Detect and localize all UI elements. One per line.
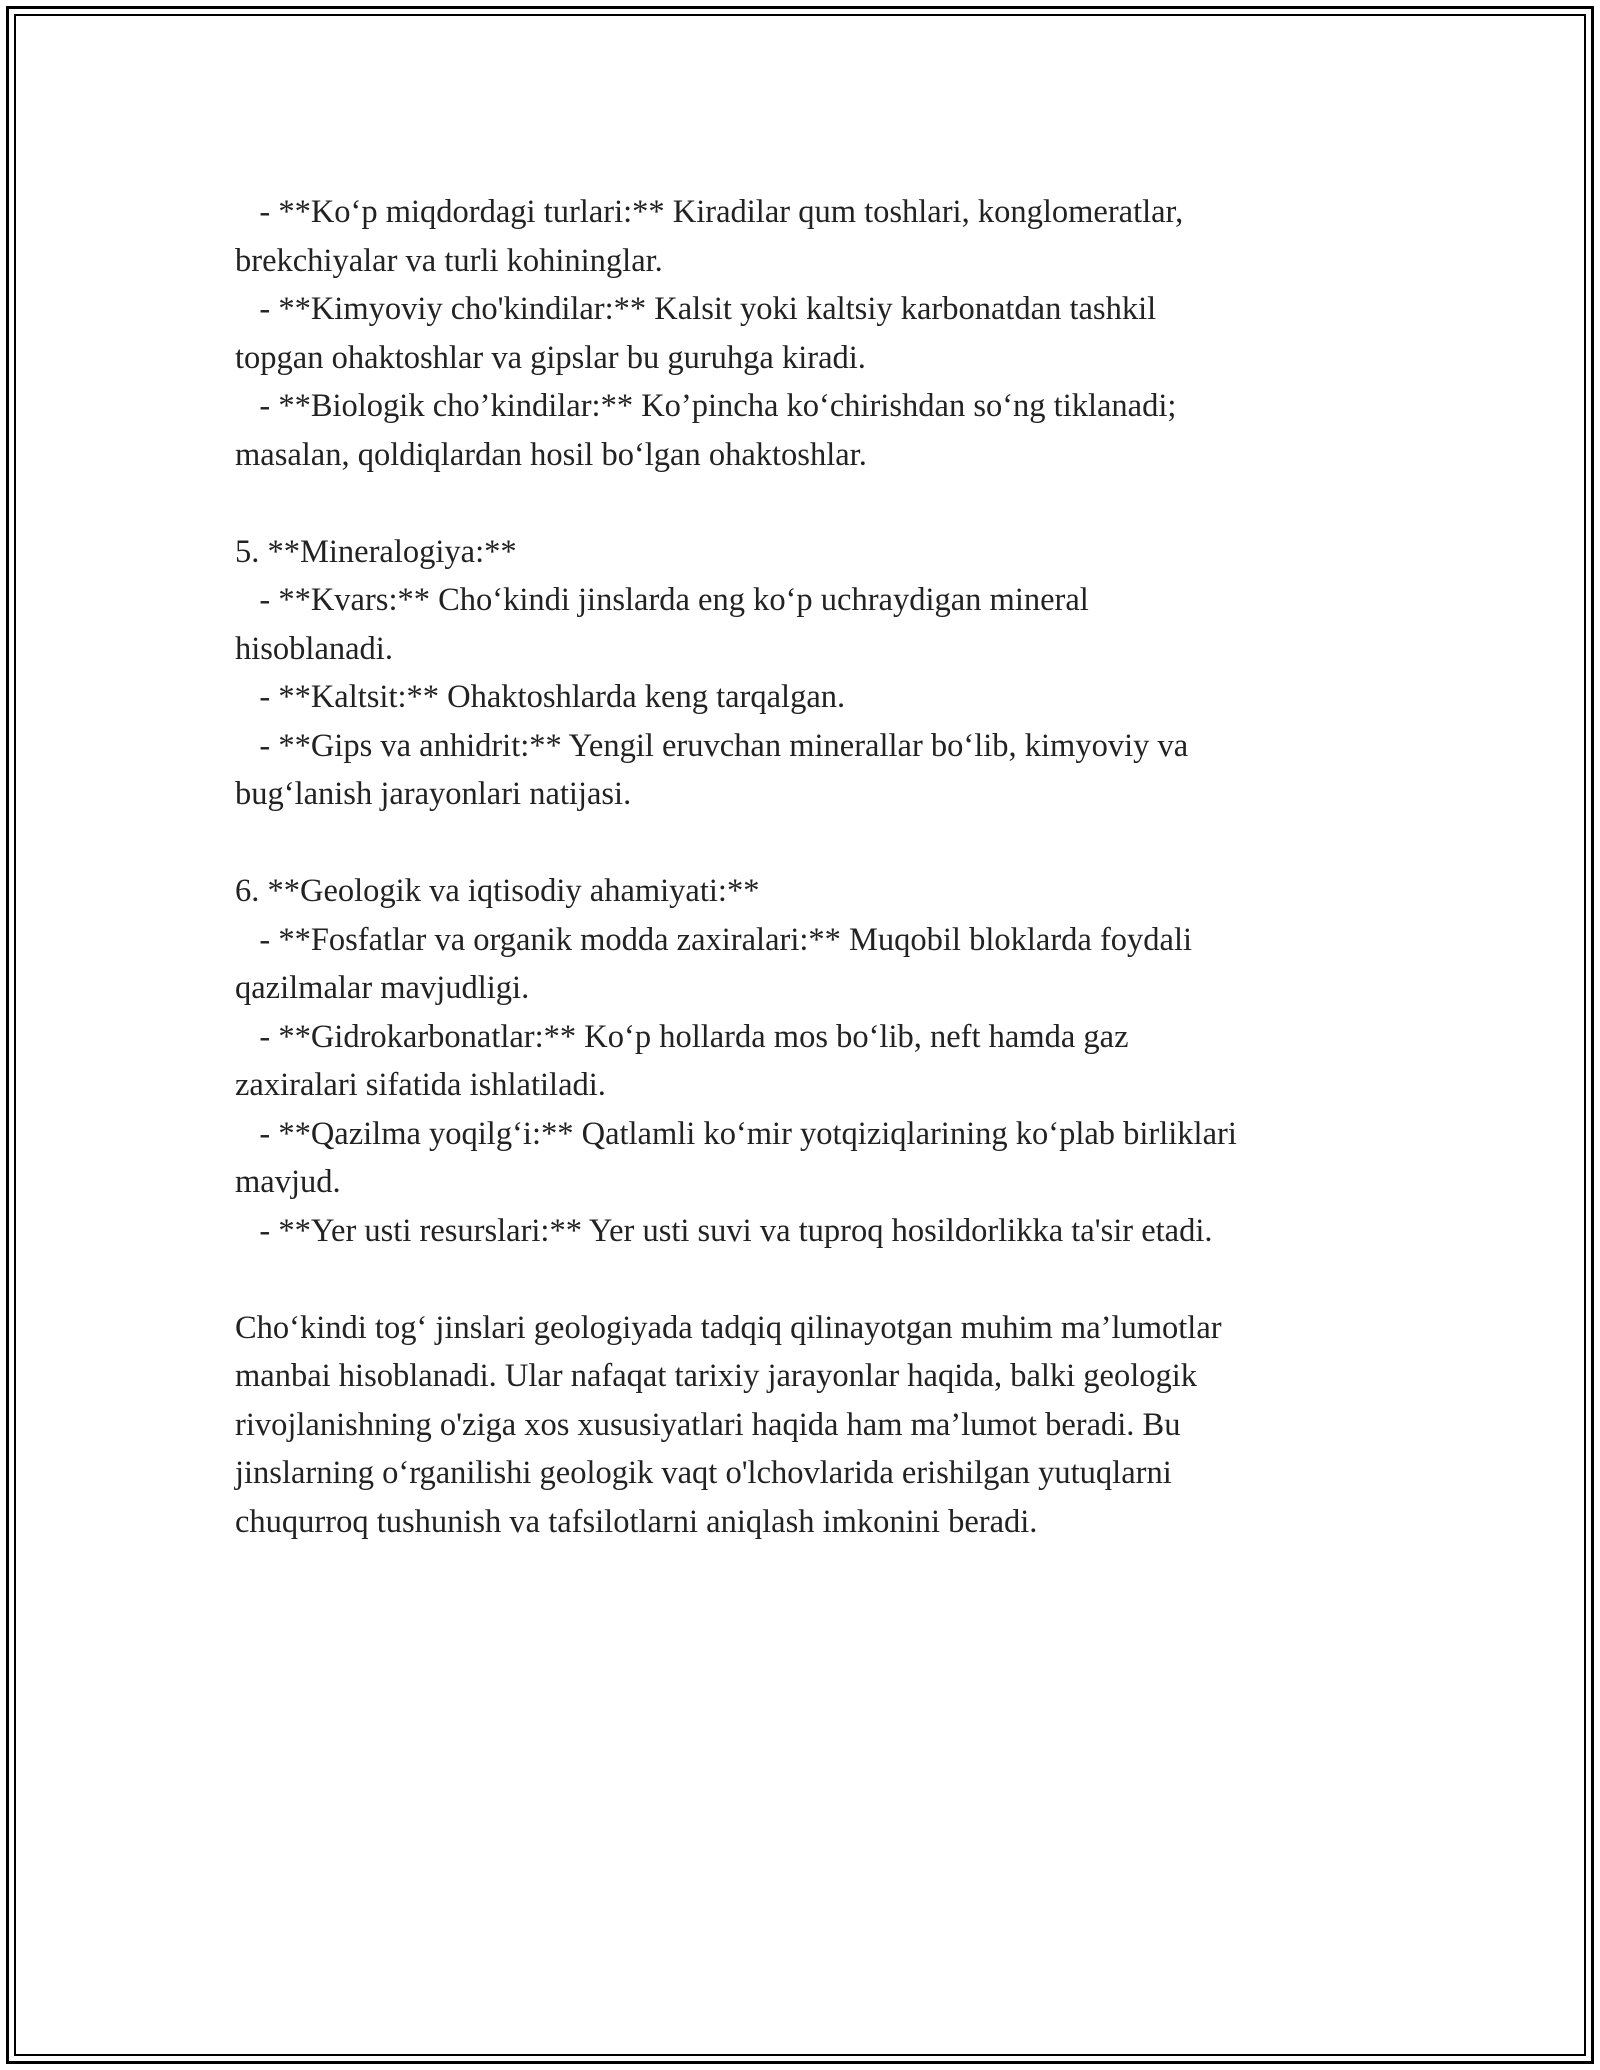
text-line: qazilmalar mavjudligi.: [235, 970, 530, 1006]
text-line: masalan, qoldiqlardan hosil bo‘lgan ohaktoshlar.: [235, 436, 867, 473]
text-line: bug‘lanish jarayonlari natijasi.: [235, 776, 632, 812]
text-line: - **Kvars:** Cho‘kindi jinslarda eng ko‘p uchraydigan mineral: [235, 582, 1089, 618]
text-line: - **Fosfatlar va organik modda zaxiralari:** Muqobil bloklarda foydali: [235, 921, 1193, 958]
paragraph-line: manbai hisoblanadi. Ular nafaqat tarixiy jarayonlar haqida, balki geologik: [235, 1358, 1198, 1394]
text-line: - **Yer usti resurslari:** Yer usti suvi va tuproq hosildorlikka ta'sir etadi.: [235, 1212, 1213, 1249]
paragraph-line: jinslarning o‘rganilishi geologik vaqt o'lchovlarida erishilgan yutuqlarni: [235, 1455, 1172, 1491]
text-line: topgan ohaktoshlar va gipslar bu guruhga kiradi.: [235, 339, 866, 376]
text-line: - **Biologik cho’kindilar:** Ko’pincha ko‘chirishdan so‘ng tiklanadi;: [235, 388, 1177, 424]
section-heading: 5. **Mineralogiya:**: [235, 533, 517, 570]
text-line: - **Kimyoviy cho'kindilar:** Kalsit yoki kaltsiy karbonatdan tashkil: [235, 291, 1157, 327]
paragraph-line: Cho‘kindi tog‘ jinslari geologiyada tadqiq qilinayotgan muhim ma’lumotlar: [235, 1309, 1222, 1346]
paragraph-line: chuqurroq tushunish va tafsilotlarni aniqlash imkonini beradi.: [235, 1503, 1038, 1540]
text-line: - **Qazilma yoqilg‘i:** Qatlamli ko‘mir yotqiziqlarining ko‘plab birliklari: [235, 1115, 1237, 1152]
section-heading: 6. **Geologik va iqtisodiy ahamiyati:**: [235, 873, 760, 909]
blank-line: [235, 819, 1395, 868]
text-line: hisoblanadi.: [235, 630, 393, 667]
blank-line: [235, 1255, 1395, 1304]
text-line: - **Ko‘p miqdordagi turlari:** Kiradilar qum toshlari, konglomeratlar,: [235, 194, 1184, 230]
text-line: zaxiralari sifatida ishlatiladi.: [235, 1067, 606, 1103]
paragraph-line: rivojlanishning o'ziga xos xususiyatlari haqida ham ma’lumot beradi. Bu: [235, 1406, 1181, 1443]
document-body: [235, 188, 1395, 1546]
text-line: brekchiyalar va turli kohininglar.: [235, 242, 663, 279]
text-line: - **Gidrokarbonatlar:** Ko‘p hollarda mos bo‘lib, neft hamda gaz: [235, 1018, 1129, 1055]
text-line: mavjud.: [235, 1164, 341, 1200]
text-line: - **Kaltsit:** Ohaktoshlarda keng tarqalgan.: [235, 679, 846, 715]
blank-line: [235, 479, 1395, 528]
text-line: - **Gips va anhidrit:** Yengil eruvchan minerallar bo‘lib, kimyoviy va: [235, 727, 1189, 764]
